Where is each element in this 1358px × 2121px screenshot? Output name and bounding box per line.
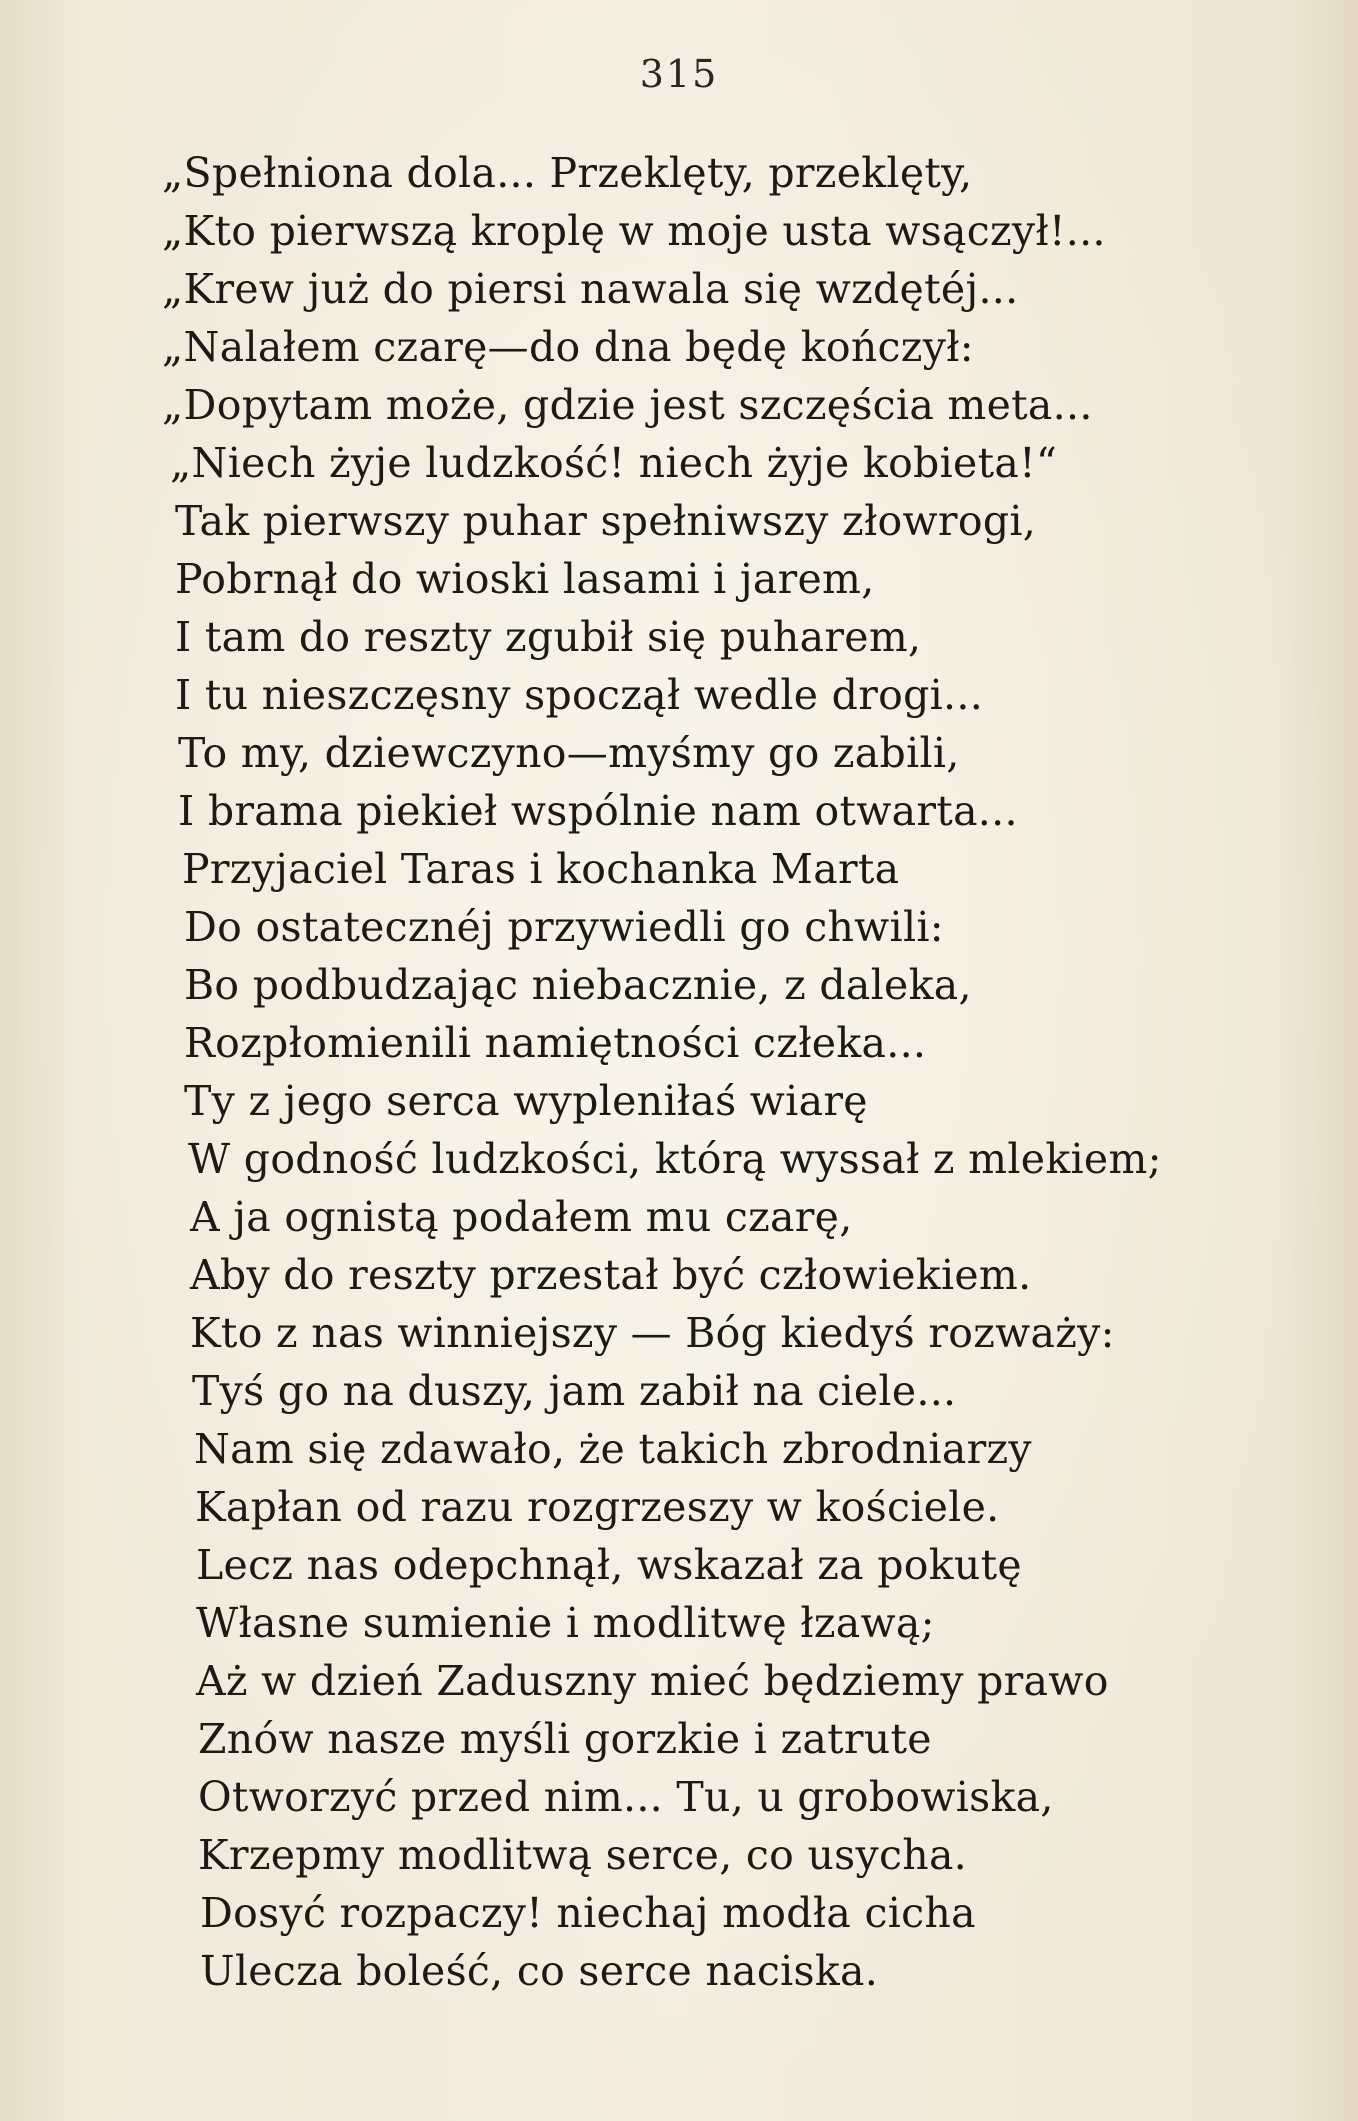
poem-line: Bo podbudzając niebacznie, z daleka, (184, 961, 972, 1009)
poem-line: Pobrnął do wioski lasami i jarem, (175, 555, 875, 603)
poem-line: „Niech żyje ludzkość! niech żyje kobieta!“ (170, 439, 1058, 487)
poem-line: „Krew już do piersi nawala się wzdętéj... (162, 265, 1019, 313)
poem-line: A ja ognistą podałem mu czarę, (190, 1193, 853, 1241)
page-number: 315 (639, 52, 719, 96)
poem-line: „Spełniona dola... Przeklęty, przeklęty, (162, 149, 973, 197)
poem-line: Nam się zdawało, że takich zbrodniarzy (194, 1425, 1032, 1473)
poem-line: Lecz nas odepchnął, wskazał za pokutę (196, 1541, 1022, 1589)
poem-line: I tam do reszty zgubił się puharem, (175, 613, 922, 661)
poem-line: Rozpłomienili namiętności człeka... (184, 1019, 927, 1067)
poem-line: Krzepmy modlitwą serce, co usycha. (198, 1831, 968, 1879)
poem-line: I tu nieszczęsny spoczął wedle drogi... (175, 671, 984, 719)
poem-line: Dosyć rozpaczy! niechaj modła cicha (200, 1889, 976, 1937)
poem-line: Kto z nas winniejszy — Bóg kiedyś rozważy: (190, 1309, 1115, 1357)
poem-line: Kapłan od razu rozgrzeszy w kościele. (195, 1483, 1000, 1531)
poem-line: Własne sumienie i modlitwę łzawą; (196, 1599, 935, 1647)
poem-line: W godność ludzkości, którą wyssał z mlekiem; (188, 1135, 1162, 1183)
poem-line: Ulecza boleść, co serce naciska. (200, 1947, 879, 1995)
poem-line: Ty z jego serca wypleniłaś wiarę (184, 1077, 868, 1125)
poem-line: „Dopytam może, gdzie jest szczęścia meta... (162, 381, 1093, 429)
poem-line: Znów nasze myśli gorzkie i zatrute (198, 1715, 932, 1763)
poem-line: Aż w dzień Zaduszny mieć będziemy prawo (196, 1657, 1109, 1705)
poem-line: Tyś go na duszy, jam zabił na ciele... (192, 1367, 957, 1415)
poem-line: Przyjaciel Taras i kochanka Marta (182, 845, 900, 893)
poem-line: To my, dziewczyno—myśmy go zabili, (178, 729, 960, 777)
poem-line: „Kto pierwszą kroplę w moje usta wsączył!... (162, 207, 1106, 255)
poem-line: „Nalałem czarę—do dna będę kończył: (162, 323, 974, 371)
poem-line: Tak pierwszy puhar spełniwszy złowrogi, (175, 497, 1037, 545)
poem-line: Otworzyć przed nim... Tu, u grobowiska, (198, 1773, 1054, 1821)
poem-line: Do ostatecznéj przywiedli go chwili: (184, 903, 944, 951)
poem-line: I brama piekieł wspólnie nam otwarta... (178, 787, 1018, 835)
poem-line: Aby do reszty przestał być człowiekiem. (190, 1251, 1032, 1299)
